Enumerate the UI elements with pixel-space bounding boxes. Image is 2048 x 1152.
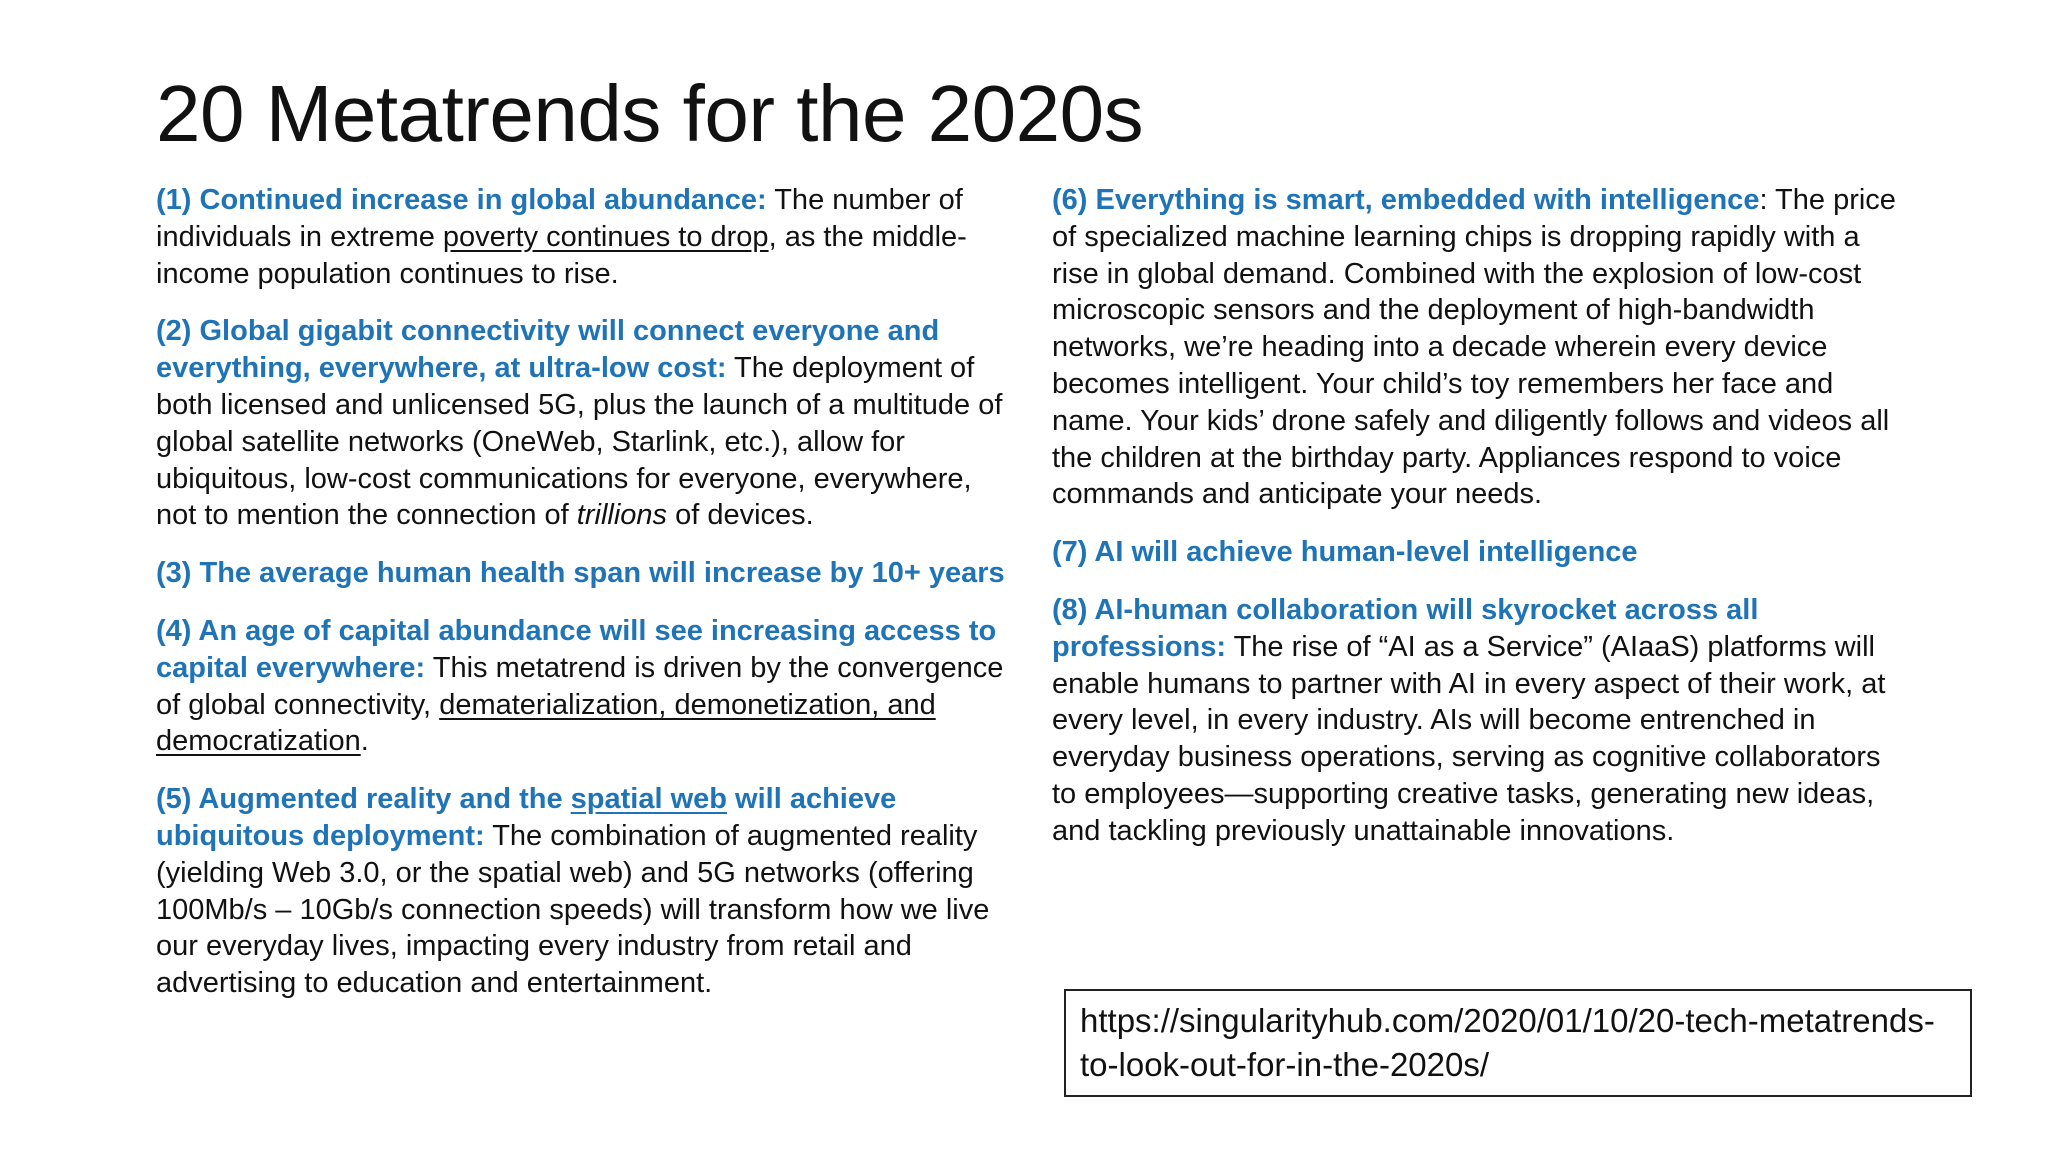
metatrend-text: The rise of “AI as a Service” (AIaaS) platforms will enable humans to partner with AI in every aspect of their work, at every level, in every industry. AIs will become entrenched in everyday business operations, serving as cognitive collaborators to employees—supporting creative tasks, generating new ideas, and tackling previously unattainable innovations. xyxy=(1052,630,1886,847)
metatrend-item-3 xyxy=(156,555,1016,592)
metatrend-item-4 xyxy=(156,613,1016,760)
metatrend-label: (7) AI will achieve human-level intelligence xyxy=(1052,536,1638,569)
metatrend-text: This metatrend is driven by the convergence of global connectivity, xyxy=(156,651,1004,721)
metatrend-label: (4) An age of capital abundance will see increasing access to capital everywhere: xyxy=(156,614,997,684)
metatrend-label: (8) AI-human collaboration will skyrocket across all professions: xyxy=(1052,593,1759,663)
right-column xyxy=(1052,182,1908,871)
metatrend-text: The deployment of both licensed and unlicensed 5G, plus the launch of a multitude of global satellite networks (OneWeb, Starlink, etc.), allow for ubiquitous, low-cost communications for everyone, everywhere, not to mention the connection of xyxy=(156,352,1003,532)
metatrend-link[interactable]: poverty continues to drop xyxy=(442,220,769,253)
metatrend-item-7 xyxy=(1052,534,1908,571)
metatrend-label: (6) Everything is smart, embedded with intelligence xyxy=(1052,184,1760,216)
metatrend-link[interactable]: dematerialization, demonetization, and democratization xyxy=(156,688,936,758)
metatrend-item-2 xyxy=(156,313,1016,534)
metatrend-colon: : xyxy=(1759,184,1768,216)
metatrend-label: (2) Global gigabit connectivity will connect everyone and everything, everywhere, at ultra-low cost: xyxy=(156,315,940,385)
metatrend-text: The price of specialized machine learning chips is dropping rapidly with a rise in global demand. Combined with the explosion of low-cost microscopic sensors and the deployment of high-bandwidth networks, we’re heading into a decade wherein every device becomes intelligent. Your child’s toy remembers her face and name. Your kids’ drone safely and diligently follows and videos all the children at the birthday party. Appliances respond to voice commands and anticipate your needs. xyxy=(1052,184,1896,511)
metatrend-label: (1) Continued increase in global abundance: xyxy=(156,184,767,216)
metatrend-text: . xyxy=(360,725,369,758)
metatrend-text: of devices. xyxy=(667,499,814,532)
metatrend-text: , as the middle-income population continues to rise. xyxy=(156,220,967,290)
metatrend-text: The combination of augmented reality (yielding Web 3.0, or the spatial web) and 5G networks (offering 100Mb/s – 10Gb/s connection speeds) will transform how we live our everyday lives, impacting every industry from retail and advertising to education and entertainment. xyxy=(156,819,990,1000)
slide-title: 20 Metatrends for the 2020s xyxy=(156,69,1144,158)
metatrend-label-link[interactable]: spatial web xyxy=(570,783,727,816)
metatrend-label: (3) The average human health span will increase by 10+ years xyxy=(156,557,1005,590)
metatrend-text: The number of individuals in extreme xyxy=(156,184,963,253)
left-column xyxy=(156,182,1016,1023)
source-url-box[interactable]: https://singularityhub.com/2020/01/10/20-tech-metatrends-to-look-out-for-in-the-2020s/ xyxy=(1064,989,1972,1097)
metatrend-item-6 xyxy=(1052,182,1908,513)
metatrend-label: will achieve ubiquitous deployment: xyxy=(156,783,897,852)
metatrend-item-8 xyxy=(1052,592,1908,850)
metatrend-emphasis: trillions xyxy=(576,499,668,532)
metatrend-label: (5) Augmented reality and the xyxy=(156,783,571,816)
metatrend-item-1 xyxy=(156,182,1016,292)
metatrend-item-5 xyxy=(156,781,1016,1002)
